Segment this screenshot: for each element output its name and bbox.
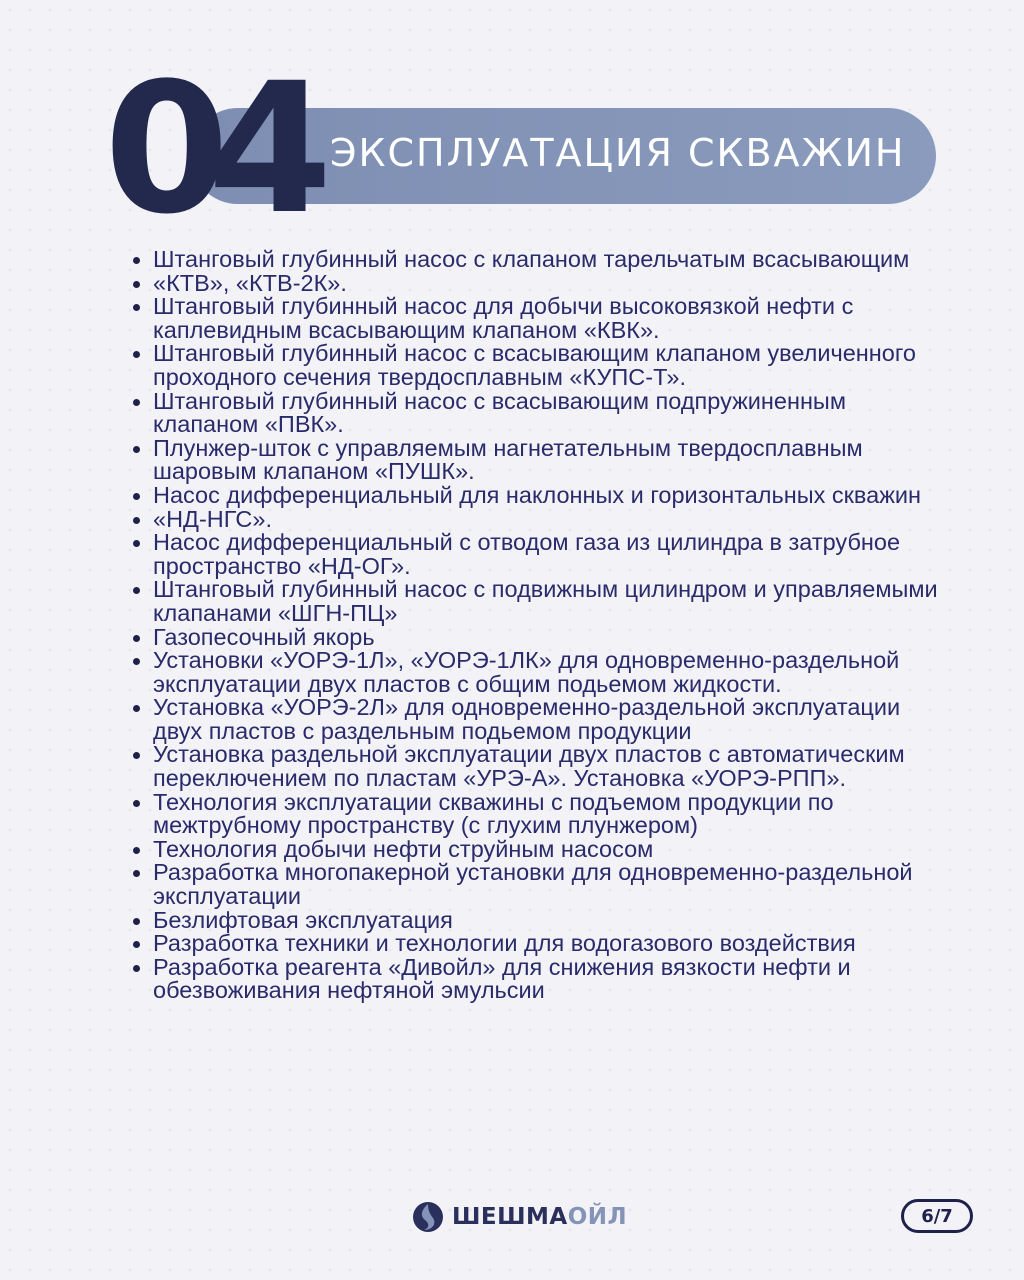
list-item: Газопесочный якорь (153, 626, 953, 650)
list-item: «НД-НГС». (153, 508, 953, 532)
list-item: Штанговый глубинный насос для добычи высоковязкой нефти с каплевидным всасывающим клапаном «КВК». (153, 295, 953, 342)
list-item: «КТВ», «КТВ-2К». (153, 272, 953, 296)
list-item: Разработка техники и технологии для водогазового воздействия (153, 932, 953, 956)
company-logo (412, 1200, 627, 1234)
droplet-logo-icon (412, 1201, 444, 1233)
list-item: Штанговый глубинный насос с всасывающим подпружиненным клапаном «ПВК». (153, 390, 953, 437)
logo-text-primary: ШЕШМА (452, 1204, 568, 1230)
list-item: Насос дифференциальный для наклонных и горизонтальных скважин (153, 484, 953, 508)
section-number: 04 (104, 45, 311, 254)
list-item: Технология эксплуатации скважины с подъемом продукции по межтрубному пространству (с глухим плунжером) (153, 791, 953, 838)
list-item: Установки «УОРЭ-1Л», «УОРЭ-1ЛК» для одновременно-раздельной эксплуатации двух пластов с общим подьемом жидкости. (153, 649, 953, 696)
section-title: ЭКСПЛУАТАЦИЯ СКВАЖИН (330, 131, 906, 175)
list-item: Безлифтовая эксплуатация (153, 909, 953, 933)
list-item: Штанговый глубинный насос с подвижным цилиндром и управляемыми клапанами «ШГН-ПЦ» (153, 578, 953, 625)
list-item: Разработка реагента «Дивойл» для снижения вязкости нефти и обезвоживания нефтяной эмульсии (153, 956, 953, 1003)
list-item: Установка раздельной эксплуатации двух пластов с автоматическим переключением по пластам «УРЭ-А». Установка «УОРЭ-РПП». (153, 743, 953, 790)
list-item: Насос дифференциальный с отводом газа из цилиндра в затрубное пространство «НД-ОГ». (153, 531, 953, 578)
technology-list (153, 248, 953, 1003)
list-item: Разработка многопакерной установки для одновременно-раздельной эксплуатации (153, 861, 953, 908)
logo-text-accent: ОЙЛ (567, 1204, 628, 1230)
list-item: Штанговый глубинный насос с клапаном тарельчатым всасывающим (153, 248, 953, 272)
list-item: Плунжер-шток с управляемым нагнетательным твердосплавным шаровым клапаном «ПУШК». (153, 437, 953, 484)
page-indicator: 6/7 (901, 1199, 973, 1233)
list-item: Штанговый глубинный насос с всасывающим клапаном увеличенного проходного сечения твердосплавным «КУПС-Т». (153, 342, 953, 389)
logo-text (452, 1204, 627, 1230)
list-item: Установка «УОРЭ-2Л» для одновременно-раздельной эксплуатации двух пластов с раздельным подьемом продукции (153, 696, 953, 743)
list-item: Технология добычи нефти струйным насосом (153, 838, 953, 862)
